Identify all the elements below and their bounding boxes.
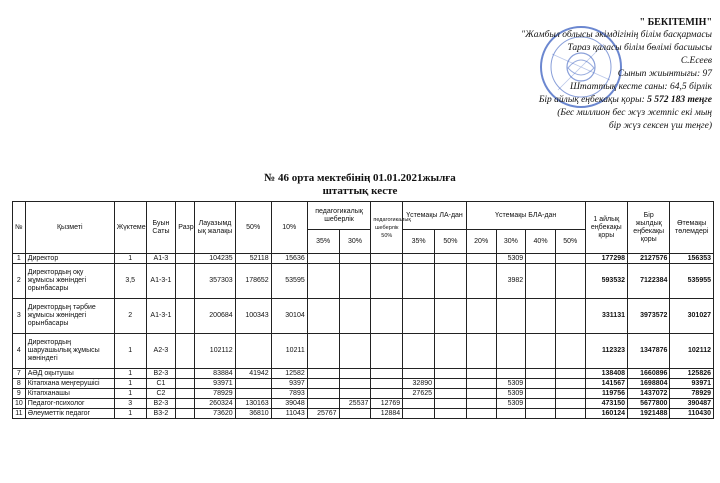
col-bla-40: 40%: [526, 230, 556, 254]
cell-ps30: [339, 264, 371, 299]
cell-no: 11: [13, 409, 26, 419]
cell-name: Кітапхана меңгерушісі: [25, 379, 114, 389]
cell-monthly: 331131: [585, 299, 627, 334]
cell-monthly: 160124: [585, 409, 627, 419]
col-no: №: [13, 202, 26, 254]
cell-ps50: [371, 299, 403, 334]
cell-name: АӘД оқытушы: [25, 369, 114, 379]
cell-grid: С1: [146, 379, 176, 389]
cell-la35: [403, 369, 435, 379]
cell-b30: 5309: [496, 379, 526, 389]
cell-rank: [176, 264, 195, 299]
cell-b40: [526, 299, 556, 334]
col-10: 10%: [271, 202, 307, 254]
cell-rank: [176, 379, 195, 389]
col-bla-allowance: Үстемақы БЛА-дан: [466, 202, 585, 230]
cell-b20: [466, 379, 496, 389]
cell-p10: 11043: [271, 409, 307, 419]
cell-ps30: [339, 389, 371, 399]
cell-b20: [466, 409, 496, 419]
cell-b30: 5309: [496, 254, 526, 264]
cell-b20: [466, 299, 496, 334]
col-bla-30: 30%: [496, 230, 526, 254]
cell-ps35: [307, 299, 339, 334]
cell-rank: [176, 409, 195, 419]
cell-no: 10: [13, 399, 26, 409]
cell-b20: [466, 369, 496, 379]
cell-ps30: 25537: [339, 399, 371, 409]
cell-load: 1: [114, 389, 146, 399]
approval-line: "Жамбыл облысы әкімдігінің білім басқармасы: [521, 30, 712, 40]
table-row: [13, 379, 714, 389]
cell-no: 4: [13, 334, 26, 369]
cell-b40: [526, 409, 556, 419]
cell-salary: 83884: [195, 369, 235, 379]
cell-la50: [435, 264, 467, 299]
monthly-fund-value: 5 572 183 теңге: [647, 95, 712, 105]
cell-annual: 1347876: [628, 334, 670, 369]
cell-p50: 178652: [235, 264, 271, 299]
cell-ps35: [307, 254, 339, 264]
table-row: [13, 409, 714, 419]
cell-name: Директордың тәрбие жұмысы жөніндегі орынбасары: [25, 299, 114, 334]
cell-comp: 110430: [670, 409, 714, 419]
cell-p10: 30104: [271, 299, 307, 334]
cell-b20: [466, 254, 496, 264]
col-ped-skill: педагогикалық шеберлік: [307, 202, 371, 230]
cell-b50: [555, 399, 585, 409]
cell-ps50: [371, 334, 403, 369]
cell-b20: [466, 334, 496, 369]
cell-b20: [466, 264, 496, 299]
cell-ps50: 12884: [371, 409, 403, 419]
cell-comp: 301027: [670, 299, 714, 334]
cell-monthly: 112323: [585, 334, 627, 369]
table-row: [13, 254, 714, 264]
cell-grid: А2-3: [146, 334, 176, 369]
cell-load: 1: [114, 409, 146, 419]
cell-salary: 200684: [195, 299, 235, 334]
col-official-salary: Лауазымд ық жалақы: [195, 202, 235, 254]
cell-p50: 41942: [235, 369, 271, 379]
cell-ps35: [307, 334, 339, 369]
table-row: [13, 264, 714, 299]
cell-b50: [555, 379, 585, 389]
cell-load: 1: [114, 254, 146, 264]
cell-la50: [435, 254, 467, 264]
class-count: Сынып жиынтығы: 97: [617, 69, 712, 79]
cell-b40: [526, 399, 556, 409]
cell-comp: 535955: [670, 264, 714, 299]
cell-p50: 100343: [235, 299, 271, 334]
document-subtitle: штаттық кесте: [322, 185, 398, 197]
cell-b50: [555, 299, 585, 334]
col-load: Жүктеме: [114, 202, 146, 254]
cell-load: 3: [114, 399, 146, 409]
cell-name: Директор: [25, 254, 114, 264]
cell-ps50: [371, 379, 403, 389]
approval-heading: " БЕКІТЕМІН": [639, 17, 712, 28]
cell-rank: [176, 369, 195, 379]
cell-b50: [555, 389, 585, 399]
col-ped-skill-50: педагогикалық шеберлік 50%: [371, 202, 403, 254]
cell-b50: [555, 254, 585, 264]
col-50: 50%: [235, 202, 271, 254]
cell-monthly: 119756: [585, 389, 627, 399]
cell-grid: В3-2: [146, 409, 176, 419]
cell-b30: [496, 409, 526, 419]
cell-name: Директордың оқу жұмысы жөніндегі орынбасары: [25, 264, 114, 299]
cell-p10: 7893: [271, 389, 307, 399]
cell-b20: [466, 399, 496, 409]
cell-ps35: [307, 369, 339, 379]
cell-ps35: 25767: [307, 409, 339, 419]
cell-la35: [403, 254, 435, 264]
cell-b30: 5309: [496, 389, 526, 399]
cell-b30: [496, 369, 526, 379]
cell-p50: 130163: [235, 399, 271, 409]
cell-annual: 3973572: [628, 299, 670, 334]
col-la-50: 50%: [435, 230, 467, 254]
cell-no: 1: [13, 254, 26, 264]
cell-la35: [403, 399, 435, 409]
cell-b50: [555, 264, 585, 299]
cell-grid: С2: [146, 389, 176, 399]
cell-no: 2: [13, 264, 26, 299]
cell-la50: [435, 379, 467, 389]
cell-annual: 1698804: [628, 379, 670, 389]
col-monthly-fund: 1 айлық еңбекақы қоры: [585, 202, 627, 254]
cell-la35: [403, 264, 435, 299]
cell-salary: 78929: [195, 389, 235, 399]
cell-b40: [526, 264, 556, 299]
cell-la50: [435, 399, 467, 409]
cell-salary: 102112: [195, 334, 235, 369]
cell-b40: [526, 254, 556, 264]
table-row: [13, 369, 714, 379]
cell-la35: [403, 299, 435, 334]
col-bla-20: 20%: [466, 230, 496, 254]
col-la-allowance: Үстемақы ЛА-дан: [403, 202, 467, 230]
col-rank: Разр: [176, 202, 195, 254]
cell-comp: 390487: [670, 399, 714, 409]
cell-ps30: [339, 409, 371, 419]
cell-comp: 125826: [670, 369, 714, 379]
cell-load: 3,5: [114, 264, 146, 299]
cell-la50: [435, 369, 467, 379]
cell-ps50: [371, 264, 403, 299]
cell-b30: 5309: [496, 399, 526, 409]
cell-grid: А1-3-1: [146, 264, 176, 299]
cell-la35: [403, 334, 435, 369]
cell-b40: [526, 389, 556, 399]
cell-monthly: 138408: [585, 369, 627, 379]
cell-load: 1: [114, 369, 146, 379]
col-bla-50: 50%: [555, 230, 585, 254]
cell-ps50: [371, 389, 403, 399]
cell-ps35: [307, 399, 339, 409]
cell-rank: [176, 334, 195, 369]
cell-p50: 52118: [235, 254, 271, 264]
cell-name: Кітапханашы: [25, 389, 114, 399]
approval-signatory: С.Есеев: [680, 56, 712, 66]
cell-b50: [555, 334, 585, 369]
cell-b50: [555, 409, 585, 419]
cell-la35: [403, 409, 435, 419]
cell-la35: 32890: [403, 379, 435, 389]
cell-ps30: [339, 379, 371, 389]
col-compensation: Өтемақы төлемдері: [670, 202, 714, 254]
cell-ps35: [307, 379, 339, 389]
cell-b40: [526, 334, 556, 369]
cell-monthly: 141567: [585, 379, 627, 389]
cell-salary: 260324: [195, 399, 235, 409]
cell-comp: 102112: [670, 334, 714, 369]
cell-no: 3: [13, 299, 26, 334]
cell-monthly: 593532: [585, 264, 627, 299]
cell-name: Әлеуметтік педагог: [25, 409, 114, 419]
cell-annual: 1921488: [628, 409, 670, 419]
cell-b30: 3982: [496, 264, 526, 299]
col-ps-30: 30%: [339, 230, 371, 254]
table-row: [13, 334, 714, 369]
cell-la50: [435, 334, 467, 369]
cell-p10: 15636: [271, 254, 307, 264]
col-position: Қызметі: [25, 202, 114, 254]
cell-p50: [235, 334, 271, 369]
monthly-fund-label: Бір айлық еңбекақы қоры:: [538, 95, 645, 105]
cell-load: 1: [114, 379, 146, 389]
cell-p50: [235, 379, 271, 389]
cell-ps30: [339, 369, 371, 379]
cell-rank: [176, 254, 195, 264]
cell-rank: [176, 399, 195, 409]
cell-salary: 104235: [195, 254, 235, 264]
cell-p50: [235, 389, 271, 399]
col-ps-35: 35%: [307, 230, 339, 254]
approval-block: [452, 16, 712, 133]
cell-ps50: 12769: [371, 399, 403, 409]
cell-grid: А1-3: [146, 254, 176, 264]
amount-in-words: бір жүз сексен үш теңге): [608, 121, 712, 131]
cell-ps35: [307, 389, 339, 399]
cell-annual: 5677800: [628, 399, 670, 409]
cell-la35: 27625: [403, 389, 435, 399]
cell-b30: [496, 334, 526, 369]
cell-rank: [176, 389, 195, 399]
cell-p10: 53595: [271, 264, 307, 299]
cell-b20: [466, 389, 496, 399]
cell-salary: 93971: [195, 379, 235, 389]
cell-ps35: [307, 264, 339, 299]
cell-annual: 1437072: [628, 389, 670, 399]
cell-b50: [555, 369, 585, 379]
cell-la50: [435, 409, 467, 419]
document-title: № 46 орта мектебінің 01.01.2021жылға: [264, 172, 456, 184]
cell-b30: [496, 299, 526, 334]
monthly-fund-line: [452, 94, 712, 107]
cell-ps50: [371, 369, 403, 379]
amount-in-words: (Бес миллион бес жүз жетпіс екі мың: [557, 108, 712, 118]
cell-la50: [435, 299, 467, 334]
table-row: [13, 399, 714, 409]
cell-name: Педагог-психолог: [25, 399, 114, 409]
cell-p10: 12582: [271, 369, 307, 379]
table-row: [13, 389, 714, 399]
cell-ps50: [371, 254, 403, 264]
cell-ps30: [339, 254, 371, 264]
col-la-35: 35%: [403, 230, 435, 254]
cell-b40: [526, 369, 556, 379]
col-salary-grid: Буын Саты: [146, 202, 176, 254]
cell-annual: 7122384: [628, 264, 670, 299]
cell-no: 9: [13, 389, 26, 399]
cell-load: 2: [114, 299, 146, 334]
cell-grid: В2-3: [146, 369, 176, 379]
cell-comp: 93971: [670, 379, 714, 389]
cell-la50: [435, 389, 467, 399]
cell-load: 1: [114, 334, 146, 369]
cell-grid: А1-3-1: [146, 299, 176, 334]
approval-line: Тараз қаласы білім бөлімі басшысы: [567, 43, 712, 53]
cell-comp: 78929: [670, 389, 714, 399]
cell-p10: 9397: [271, 379, 307, 389]
cell-p50: 36810: [235, 409, 271, 419]
cell-grid: В2-3: [146, 399, 176, 409]
cell-annual: 2127576: [628, 254, 670, 264]
cell-p10: 10211: [271, 334, 307, 369]
cell-annual: 1660896: [628, 369, 670, 379]
cell-rank: [176, 299, 195, 334]
cell-monthly: 473150: [585, 399, 627, 409]
cell-comp: 156353: [670, 254, 714, 264]
cell-salary: 357303: [195, 264, 235, 299]
cell-monthly: 177298: [585, 254, 627, 264]
table-row: [13, 299, 714, 334]
col-annual-fund: Бір жылдық еңбекақы қоры: [628, 202, 670, 254]
cell-name: Директордың шаруашылық жұмысы жөніндегі: [25, 334, 114, 369]
cell-ps30: [339, 299, 371, 334]
cell-no: 8: [13, 379, 26, 389]
staff-count: Штаттық кесте саны: 64,5 бірлік: [569, 82, 712, 92]
staff-table: [12, 201, 714, 419]
cell-p10: 39048: [271, 399, 307, 409]
cell-salary: 73620: [195, 409, 235, 419]
cell-b40: [526, 379, 556, 389]
cell-no: 7: [13, 369, 26, 379]
cell-ps30: [339, 334, 371, 369]
